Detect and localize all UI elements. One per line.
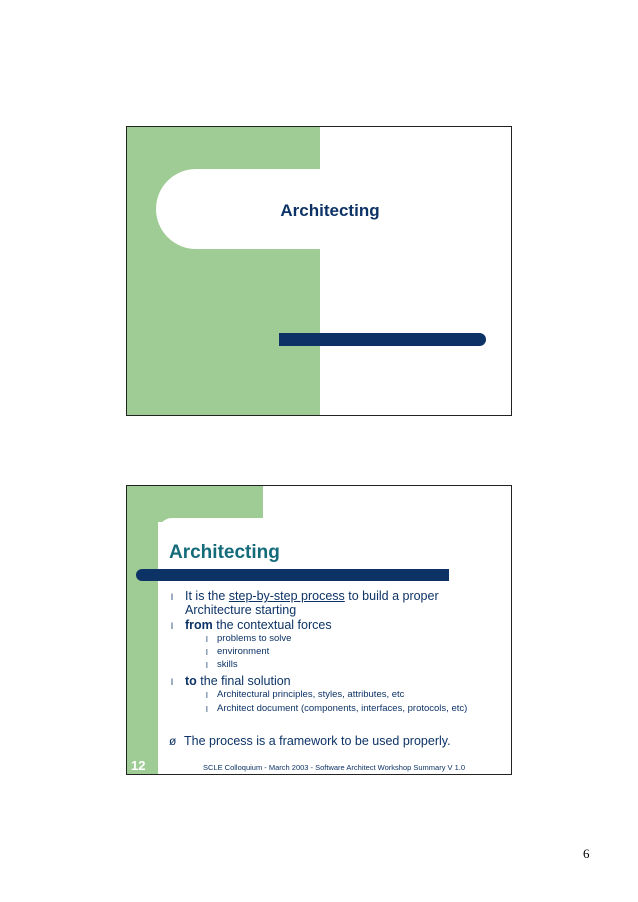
bullet-from [171, 618, 491, 632]
bullet-text: to build a proper [344, 589, 439, 603]
bullet-marker: l [171, 621, 173, 631]
sub-bullet [206, 633, 291, 645]
bullet-text: It is the [185, 589, 229, 603]
bullet-marker: l [206, 691, 208, 700]
slide-title: Architecting [280, 201, 380, 220]
slide-number: 12 [131, 758, 146, 773]
slide-title: Architecting [169, 542, 280, 563]
bullet-keyword: from [185, 618, 213, 632]
bullet-keyword: to [185, 674, 197, 688]
bullet-text-continued: Architecture starting [185, 603, 297, 617]
bullet-marker: ø [169, 734, 177, 748]
sub-bullet-text: Architect document (components, interfaces, protocols, etc) [217, 703, 468, 714]
bullet-text: the contextual forces [212, 618, 332, 632]
summary-text: The process is a framework to be used properly. [184, 734, 451, 748]
sub-bullet-text: Architectural principles, styles, attributes, etc [217, 689, 405, 700]
bullet-marker: l [206, 648, 208, 657]
sub-bullet [206, 659, 238, 671]
accent-bar [279, 333, 486, 346]
bullet-to [171, 674, 491, 688]
bullet-marker: l [171, 592, 173, 602]
sub-bullet-text: problems to solve [217, 633, 292, 644]
green-left-band [127, 486, 158, 775]
sub-bullet-text: environment [217, 646, 270, 657]
slide-footer: SCLE Colloquium - March 2003 - Software Architect Workshop Summary V 1.0 [203, 763, 466, 772]
bullet-marker: l [206, 635, 208, 644]
bullet-text: the final solution [196, 674, 291, 688]
page-number: 6 [583, 846, 590, 861]
bullet-marker: l [171, 677, 173, 687]
sub-bullet [206, 646, 269, 658]
sub-bullet [206, 689, 404, 701]
bullet-step-by-step [171, 589, 491, 617]
sub-bullet [206, 703, 467, 715]
bullet-marker: l [206, 661, 208, 670]
summary-statement [169, 734, 499, 748]
slide-architecting-content [126, 485, 512, 775]
accent-bar [136, 569, 449, 581]
step-by-step-link[interactable]: step-by-step process [228, 589, 345, 603]
bullet-marker: l [206, 705, 208, 714]
slide-architecting-title [126, 126, 512, 416]
sub-bullet-text: skills [217, 659, 238, 670]
